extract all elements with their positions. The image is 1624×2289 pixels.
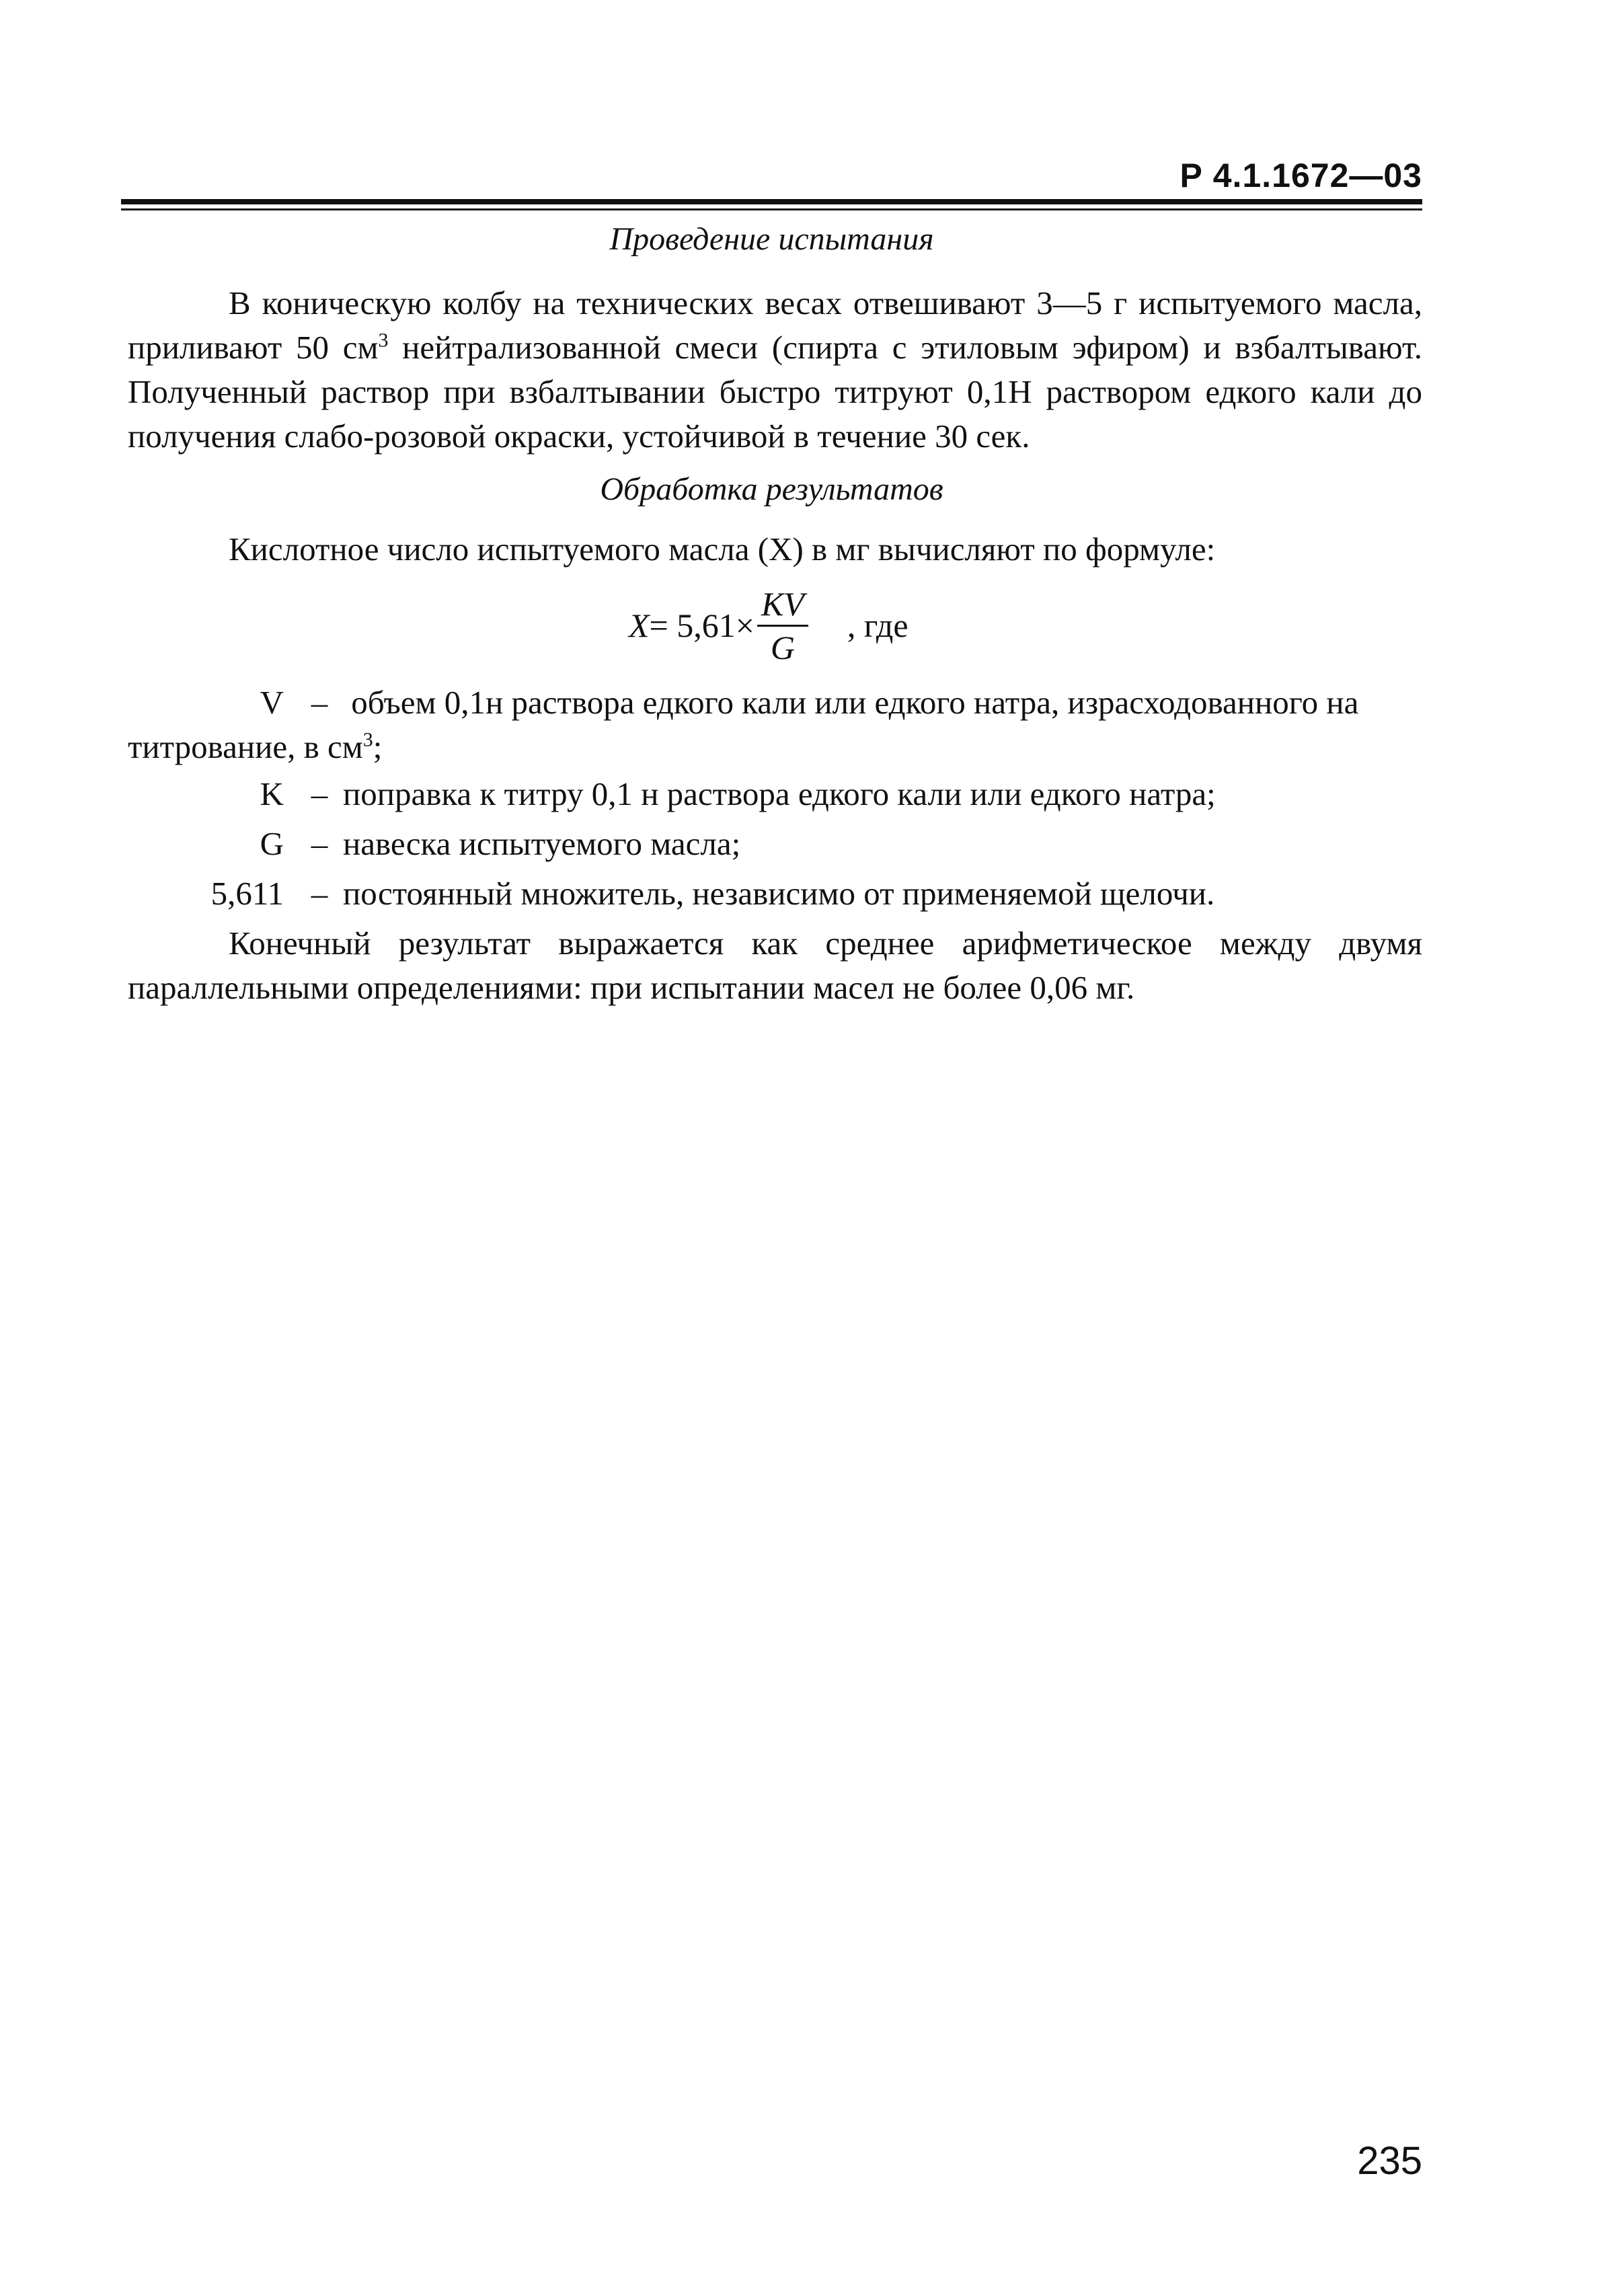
superscript-cube: 3: [362, 728, 373, 751]
header-rule-thick: [121, 199, 1422, 204]
definition-constant: [128, 871, 1422, 916]
formula-coefficient: = 5,61×: [649, 607, 755, 644]
definition-dash: –: [311, 825, 328, 862]
section-heading-test: Проведение испытания: [609, 221, 934, 257]
page-number: 235: [1357, 2139, 1422, 2183]
conclusion-text: Конечный результат выражается как среднее арифметическое между двумя параллельными определениями: при испытании масел не более 0,06 мг.: [128, 925, 1422, 1006]
definition-symbol: K: [260, 775, 284, 812]
procedure-text-part2: нейтрализованной смеси (спирта с этиловым эфиром) и взбалтывают. Полученный раствор при взбалтывании быстро титруют 0,1Н раствором едкого кали до получения слабо-розовой окраски, устойчивой в течение 30 сек.: [128, 329, 1422, 455]
formula-numerator: KV: [761, 584, 804, 623]
definition-text: постоянный множитель, независимо от применяемой щелочи.: [343, 875, 1215, 912]
definition-text: навеска испытуемого масла;: [343, 825, 741, 862]
definition-symbol: G: [260, 825, 284, 862]
definition-dash: –: [311, 684, 328, 721]
document-code: Р 4.1.1672—03: [1180, 157, 1422, 194]
definition-symbol: V: [260, 684, 284, 721]
section-heading-results: Обработка результатов: [600, 471, 943, 507]
formula-denominator: G: [770, 628, 795, 666]
procedure-text-part1: В коническую колбу на технических весах отвешивают 3—5 г испытуемого масла, приливают 50 см: [128, 284, 1422, 366]
conclusion-paragraph: [128, 921, 1422, 1010]
formula-lhs: X: [629, 607, 650, 644]
definition-symbol: 5,611: [210, 875, 284, 912]
definition-g: [128, 822, 1422, 866]
definition-k: [128, 772, 1422, 816]
formula-intro-text: Кислотное число испытуемого масла (X) в мг вычисляют по формуле:: [229, 531, 1216, 568]
definition-dash: –: [311, 875, 328, 912]
definition-text-end: ;: [373, 728, 383, 765]
definition-v: [128, 681, 1422, 769]
definition-text: объем 0,1н раствора едкого кали или едкого натра, израсходованного на титрование, в см: [128, 684, 1359, 765]
formula-fraction: [757, 583, 808, 668]
header-rule-thin: [121, 208, 1422, 210]
definition-dash: –: [311, 775, 328, 812]
test-procedure-paragraph: [128, 281, 1422, 459]
superscript-cube: 3: [378, 329, 389, 352]
acid-number-formula: [629, 575, 908, 676]
definition-text: поправка к титру 0,1 н раствора едкого кали или едкого натра;: [343, 775, 1216, 812]
formula-where: , где: [847, 607, 908, 644]
formula-intro: [128, 527, 1422, 572]
